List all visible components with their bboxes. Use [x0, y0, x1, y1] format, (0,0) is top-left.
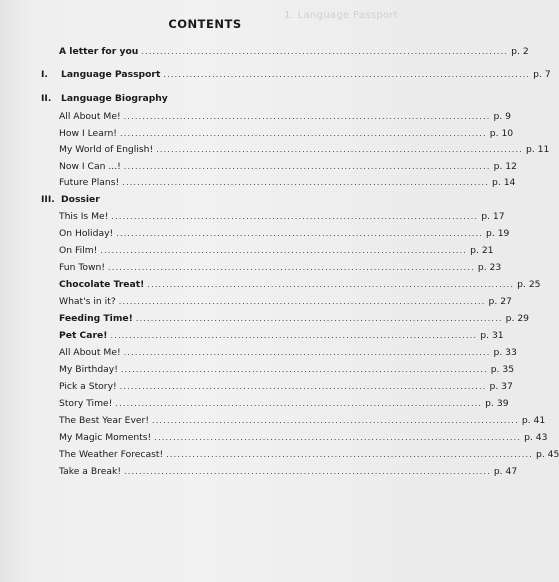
toc-entry — [59, 449, 559, 463]
dot-leader: .................................................................................................. — [163, 70, 531, 79]
section-title: Dossier — [61, 194, 100, 205]
dot-leader: .................................................................................................. — [122, 178, 490, 187]
toc-entry-label: Take a Break! — [59, 466, 121, 477]
toc-entry-page: p. 37 — [489, 381, 513, 392]
toc-entry-page: p. 11 — [525, 144, 550, 155]
toc-entry — [59, 415, 546, 429]
dot-leader: .................................................................................................. — [147, 280, 515, 289]
toc-entry-page: p. 23 — [477, 262, 502, 273]
toc-entry-page: p. 27 — [488, 296, 512, 307]
toc-entry-page: p. 14 — [492, 177, 516, 188]
dot-leader: .................................................................................................. — [124, 467, 491, 476]
toc-entry-label: Now I Can ...! — [59, 160, 121, 172]
toc-entry-page: p. 2 — [511, 46, 529, 57]
section-number: I. — [41, 69, 48, 80]
toc-entry-label: Story Time! — [59, 398, 113, 409]
toc-entry — [59, 313, 530, 327]
dot-leader: .................................................................................................. — [118, 297, 486, 306]
toc-entry — [59, 177, 516, 191]
toc-entry-label: My World of English! — [59, 144, 154, 155]
toc-entry-page: p. 10 — [489, 127, 514, 139]
section-title: Language Passport — [61, 69, 161, 80]
toc-entry-page: p. 25 — [517, 279, 541, 290]
toc-entry — [59, 211, 505, 225]
dot-leader: .................................................................................................. — [152, 416, 519, 425]
toc-entry-page: p. 12 — [493, 160, 517, 172]
toc-entry-label: A letter for you — [59, 46, 139, 57]
toc-entry-label: Fun Town! — [59, 262, 106, 273]
dot-leader: .................................................................................................. — [115, 399, 483, 408]
toc-entry-page: p. 47 — [493, 466, 518, 477]
toc-entry-label: All About Me! — [59, 347, 121, 358]
toc-entry-page: p. 21 — [470, 245, 494, 256]
toc-entry — [59, 330, 504, 344]
toc-section-heading-dossier — [41, 194, 100, 205]
toc-entry-label: Pick a Story! — [59, 381, 117, 392]
toc-entry-label: What's in it? — [59, 296, 116, 307]
toc-entry — [59, 296, 512, 310]
toc-entry — [59, 144, 550, 158]
toc-entry — [59, 279, 541, 293]
bleed-through-text: 1. Language Passport — [284, 10, 398, 21]
toc-entry-page: p. 43 — [524, 432, 548, 443]
toc-entry-label: Chocolate Treat! — [59, 279, 145, 290]
toc-entry-label: On Holiday! — [59, 228, 114, 239]
dot-leader: .................................................................................................. — [141, 47, 509, 56]
toc-entry — [59, 262, 502, 276]
toc-entry-label: All About Me! — [59, 111, 121, 122]
toc-entry-page: p. 33 — [493, 347, 517, 358]
toc-entry-label: Feeding Time! — [59, 313, 133, 324]
toc-section-heading-language-biography — [41, 93, 168, 104]
toc-entry — [59, 111, 512, 125]
dot-leader: .................................................................................................. — [116, 229, 484, 238]
dot-leader: .................................................................................................. — [119, 128, 487, 138]
toc-entry-intro — [59, 46, 529, 60]
toc-entry-label: How I Learn! — [59, 127, 117, 139]
toc-entry-page: p. 31 — [480, 330, 504, 341]
toc-entry — [59, 398, 509, 412]
dot-leader: .................................................................................................. — [156, 145, 523, 154]
dot-leader: .................................................................................................. — [123, 161, 491, 171]
toc-entry — [59, 245, 494, 259]
toc-entry-page: p. 35 — [490, 364, 515, 375]
toc-entry-label: My Magic Moments! — [59, 432, 152, 443]
toc-entry-label: Pet Care! — [59, 330, 108, 341]
toc-entry-page: p. 29 — [505, 313, 530, 324]
toc-section-label — [41, 69, 163, 80]
toc-entry — [59, 228, 510, 242]
dot-leader: .................................................................................................. — [166, 450, 533, 459]
dot-leader: .................................................................................................. — [123, 112, 491, 121]
toc-entry-page: p. 17 — [481, 211, 505, 222]
toc-section-language-passport — [41, 69, 551, 83]
dot-leader: .................................................................................................. — [100, 246, 468, 255]
dot-leader: .................................................................................................. — [123, 348, 491, 357]
toc-entry — [59, 381, 513, 395]
toc-entry-page: p. 45 — [535, 449, 559, 460]
toc-entry-label: On Film! — [59, 245, 98, 256]
dot-leader: .................................................................................................. — [110, 331, 478, 340]
dot-leader: .................................................................................................. — [108, 263, 475, 272]
dot-leader: .................................................................................................. — [154, 433, 522, 442]
toc-entry-page: p. 19 — [486, 228, 510, 239]
section-number: III. — [41, 194, 55, 205]
page-title: CONTENTS — [168, 17, 242, 31]
toc-entry-label: My Birthday! — [59, 364, 118, 375]
dot-leader: .................................................................................................. — [119, 382, 487, 391]
toc-entry-label: Future Plans! — [59, 177, 120, 188]
toc-entry-label: The Weather Forecast! — [59, 449, 164, 460]
dot-leader: .................................................................................................. — [120, 365, 488, 374]
toc-entry — [59, 364, 515, 378]
toc-entry-label: The Best Year Ever! — [59, 415, 149, 426]
toc-entry — [59, 160, 517, 175]
toc-entry-page: p. 7 — [533, 69, 551, 80]
dot-leader: .................................................................................................. — [135, 314, 503, 323]
section-title: Language Biography — [61, 93, 168, 104]
toc-entry-page: p. 39 — [485, 398, 509, 409]
section-number: II. — [41, 93, 52, 104]
toc-entry — [59, 466, 518, 480]
toc-entry — [59, 432, 548, 446]
toc-entry-page: p. 9 — [493, 111, 512, 122]
toc-entry-label: This Is Me! — [59, 211, 109, 222]
dot-leader: .................................................................................................. — [111, 212, 479, 221]
toc-entry-page: p. 41 — [521, 415, 546, 426]
toc-entry — [59, 347, 517, 361]
toc-entry — [59, 127, 514, 142]
